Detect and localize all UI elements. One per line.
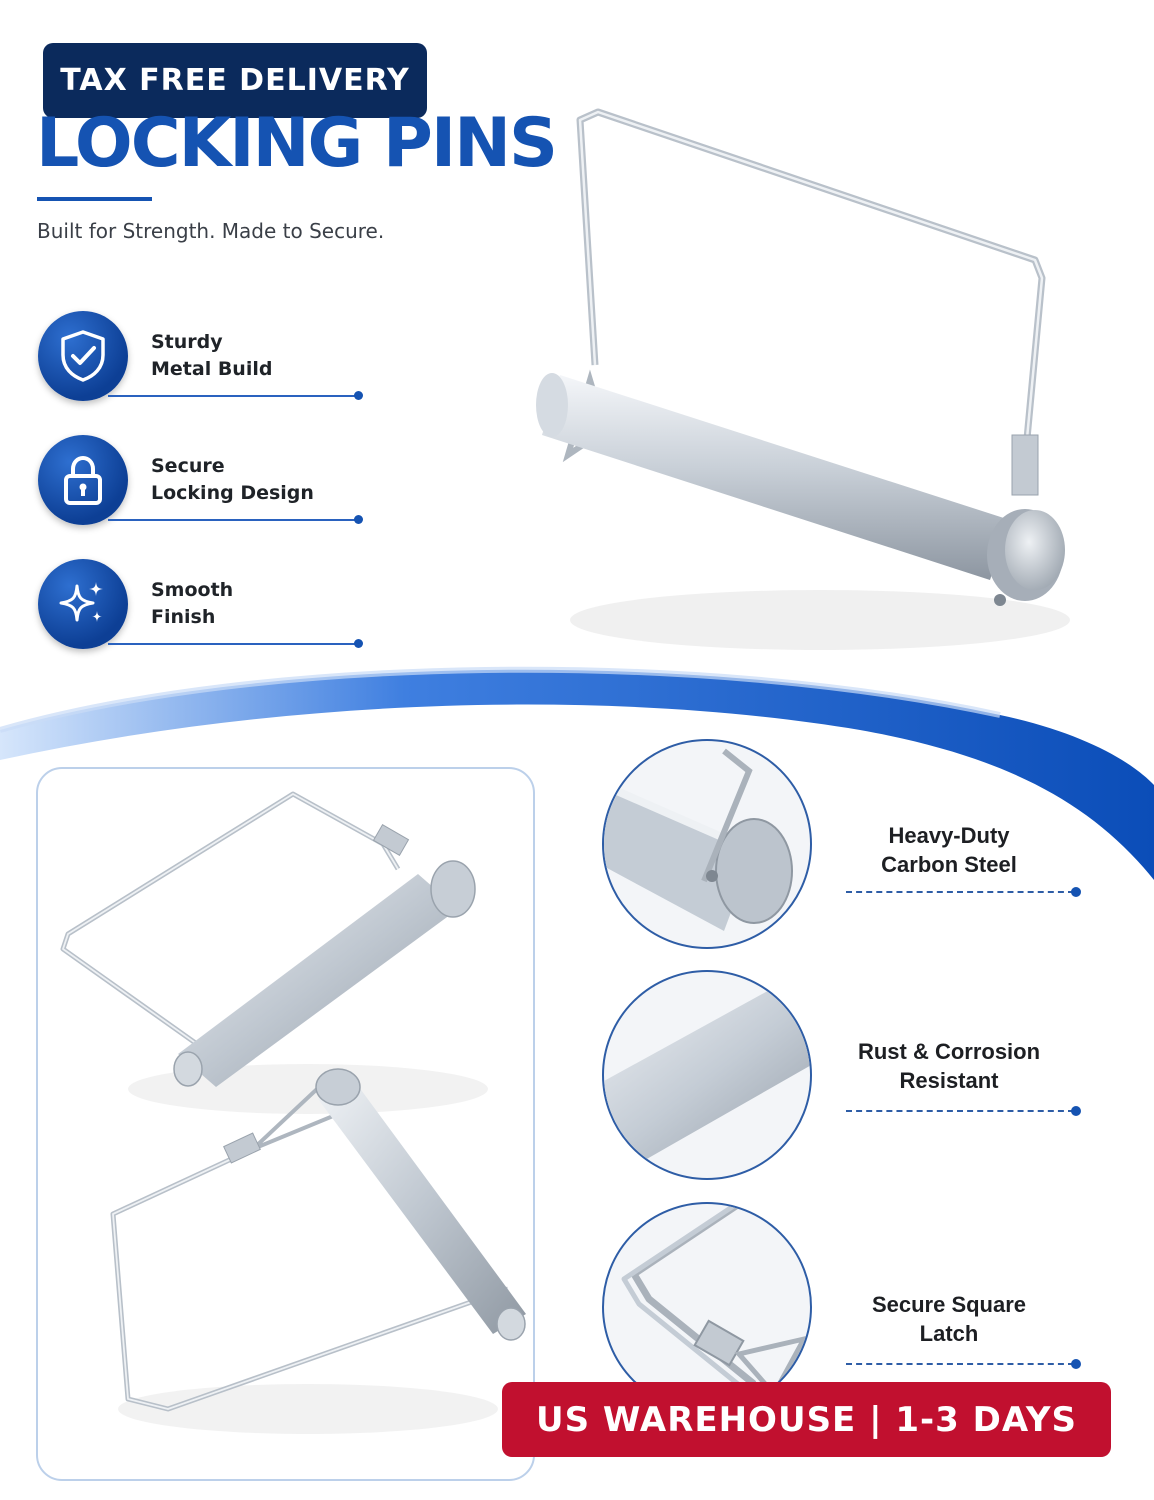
feature-divider-dot xyxy=(354,639,363,648)
callout-divider xyxy=(846,891,1074,893)
feature-divider xyxy=(108,519,358,521)
padlock-icon xyxy=(60,453,106,507)
us-warehouse-badge: US WAREHOUSE | 1-3 DAYS xyxy=(502,1382,1111,1457)
callout-image-square-latch xyxy=(602,1202,812,1412)
title-underline xyxy=(37,197,152,201)
latch-closeup-image xyxy=(604,1204,810,1410)
hero-locking-pin-image xyxy=(520,100,1100,680)
pin-rod-closeup-image xyxy=(604,972,810,1178)
feature-divider-dot xyxy=(354,515,363,524)
shield-check-icon xyxy=(58,329,108,383)
feature-label: Smooth Finish xyxy=(151,579,234,628)
feature-divider-dot xyxy=(354,391,363,400)
callout-divider-dot xyxy=(1071,887,1081,897)
feature-divider xyxy=(108,643,358,645)
sparkle-icon xyxy=(55,576,111,632)
callout-label-rust-resistant: Rust & Corrosion Resistant xyxy=(857,1039,1041,1093)
feature-icon-circle xyxy=(38,559,128,649)
feature-label: Secure Locking Design xyxy=(151,455,314,504)
feature-icon-circle xyxy=(38,435,128,525)
page-title: LOCKING PINS xyxy=(36,104,557,183)
callout-image-rust-resistant xyxy=(602,970,812,1180)
feature-icon-circle xyxy=(38,311,128,401)
page-subtitle: Built for Strength. Made to Secure. xyxy=(37,219,385,243)
pin-cap-closeup-image xyxy=(604,741,810,947)
feature-sturdy-metal xyxy=(38,311,368,403)
feature-smooth-finish xyxy=(38,559,368,651)
locking-pins-product-image xyxy=(38,769,533,1479)
callout-divider xyxy=(846,1363,1074,1365)
callout-divider-dot xyxy=(1071,1359,1081,1369)
callout-divider-dot xyxy=(1071,1106,1081,1116)
feature-label: Sturdy Metal Build xyxy=(151,331,273,380)
feature-secure-locking xyxy=(38,435,368,527)
tax-free-delivery-badge: TAX FREE DELIVERY xyxy=(43,43,427,118)
callout-label-square-latch: Secure Square Latch xyxy=(871,1292,1027,1346)
feature-divider xyxy=(108,395,358,397)
callout-divider xyxy=(846,1110,1074,1112)
callout-label-carbon-steel: Heavy-Duty Carbon Steel xyxy=(881,823,1017,877)
callout-image-carbon-steel xyxy=(602,739,812,949)
product-gallery-panel xyxy=(36,767,535,1481)
